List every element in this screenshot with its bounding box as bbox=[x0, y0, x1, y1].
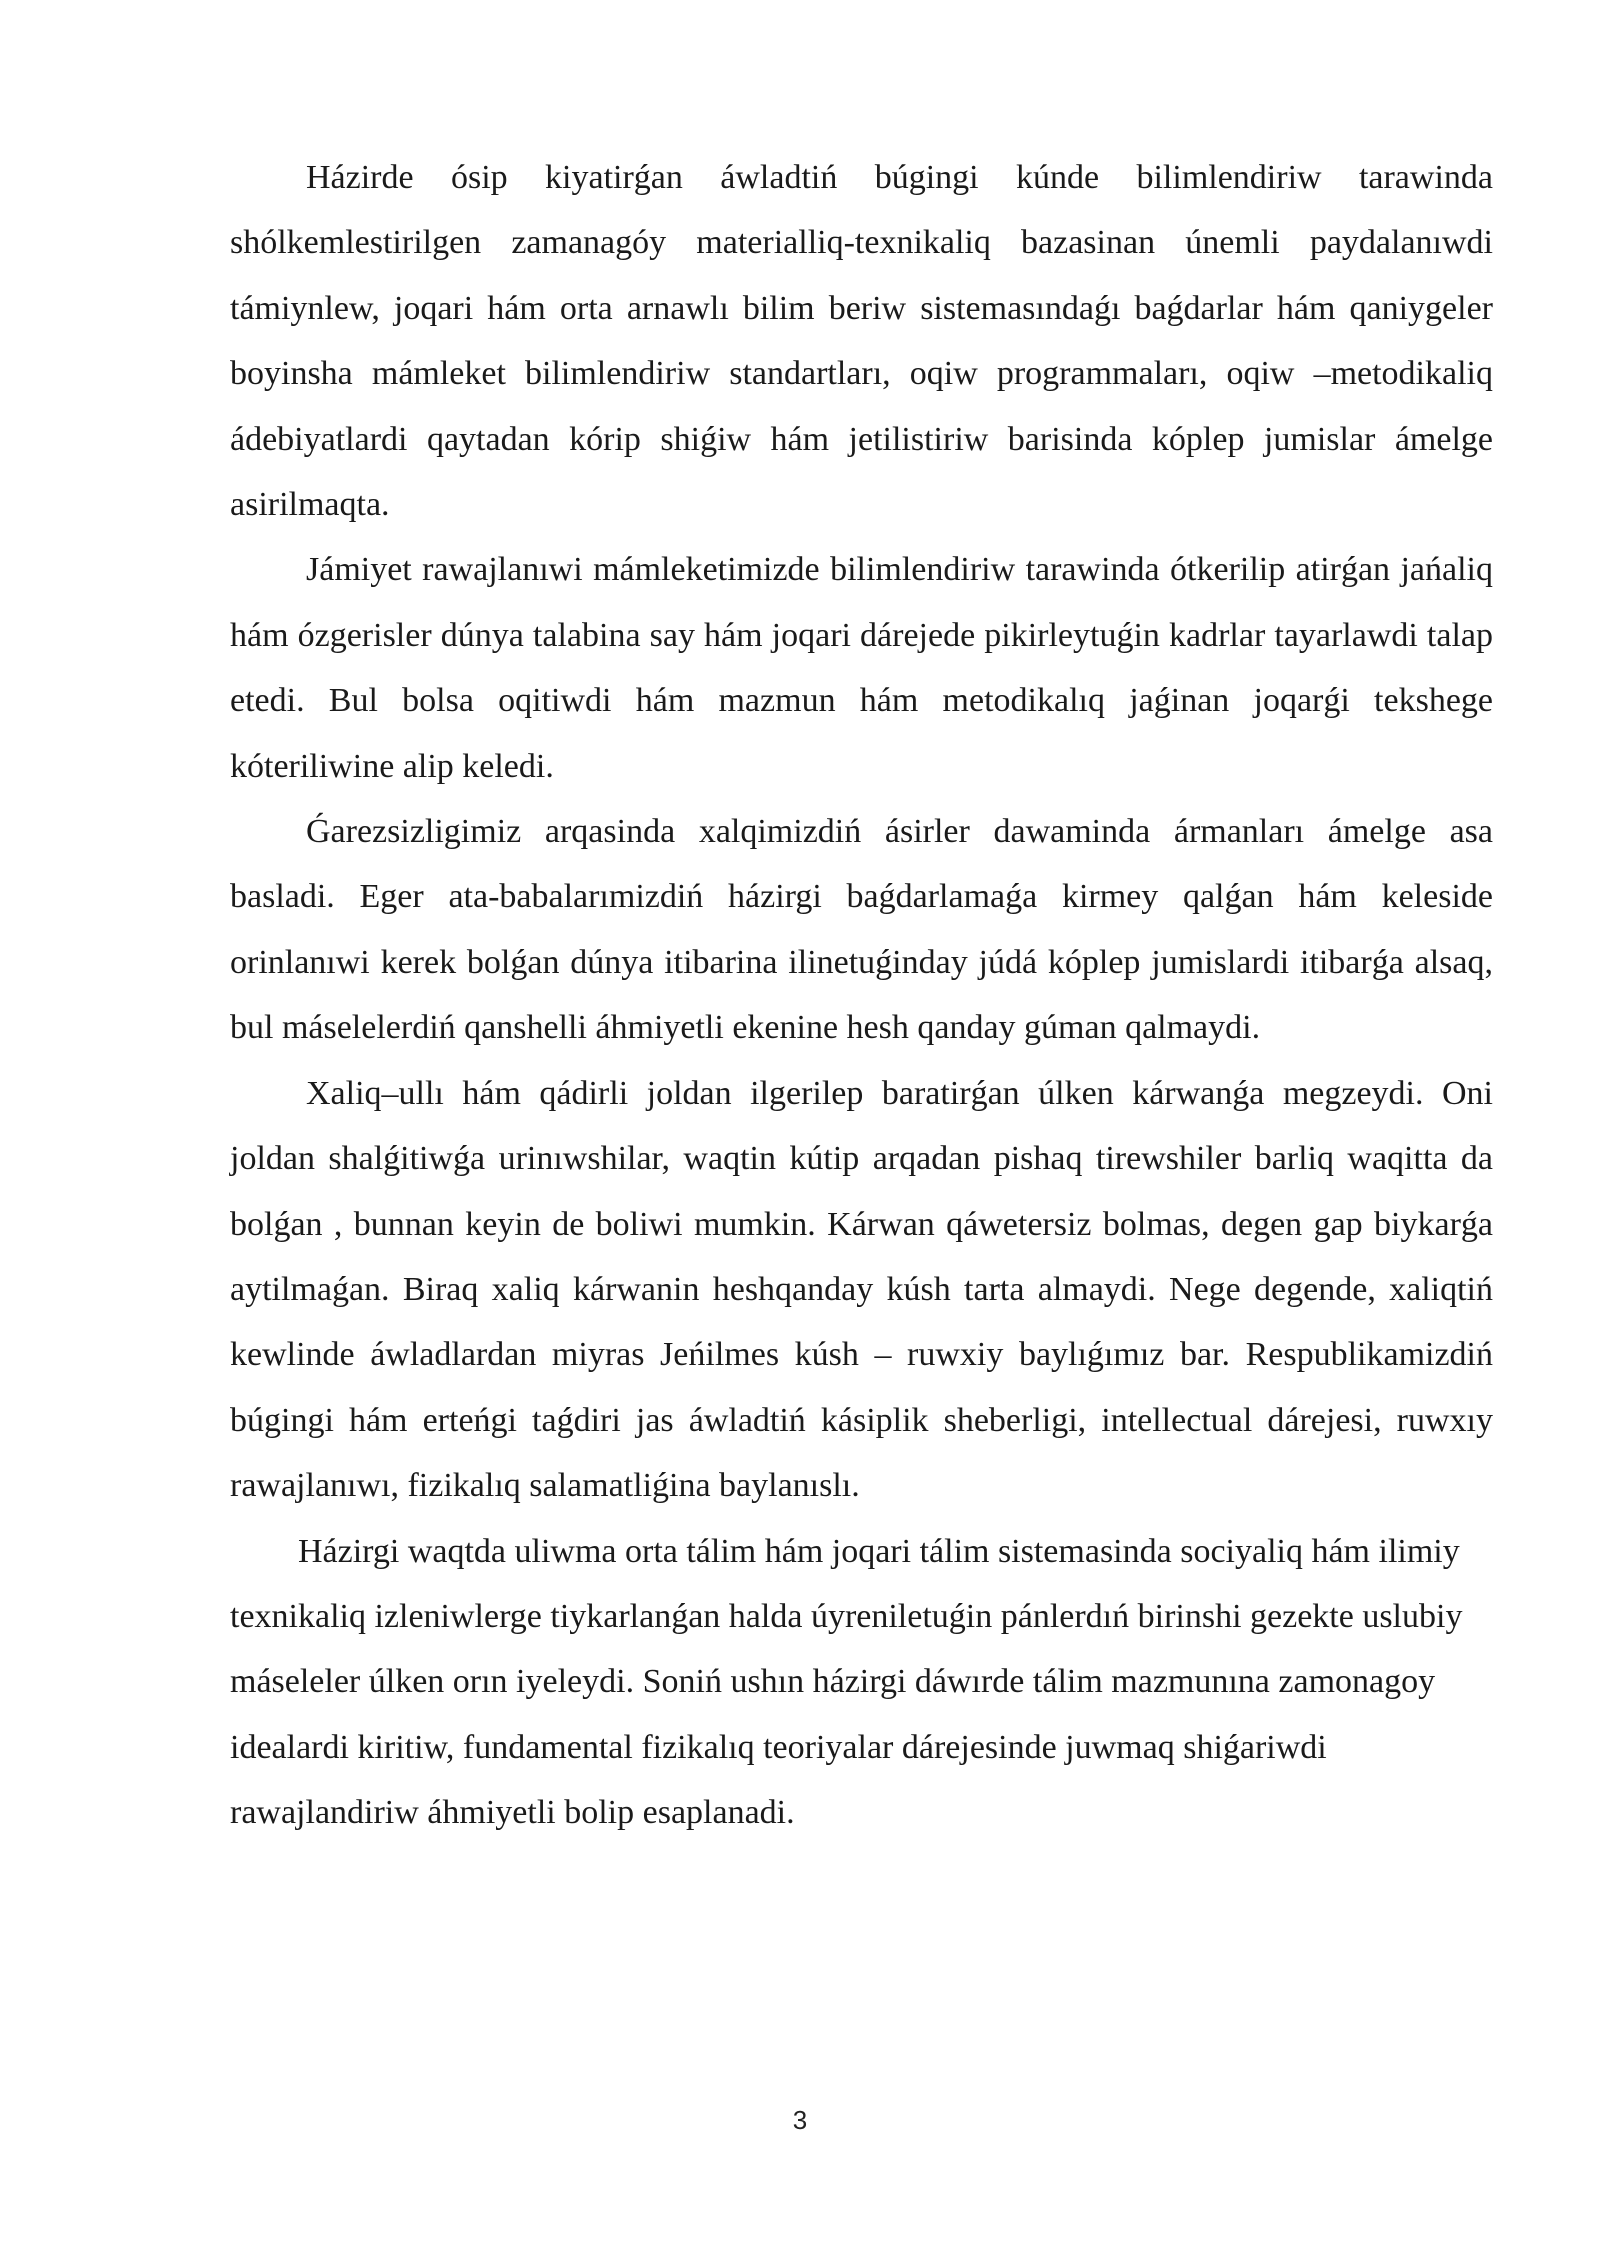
page-number: 3 bbox=[792, 2105, 808, 2135]
paragraph-2: Jámiyet rawajlanıwi mámleketimizde bilimlendiriw tarawinda ótkerilip atirǵan jańaliq hám ózgerisler dúnya talabina say hám joqari dárejede pikirleytuǵin kadrlar tayarlawdi talap etedi. Bul bolsa oqitiwdi hám mazmun hám metodikalıq jaǵinan joqarǵi tekshege kóteriliwine alip keledi. bbox=[230, 551, 1493, 785]
paragraph-4: Xaliq–ullı hám qádirli joldan ilgerilep baratirǵan úlken kárwanǵa megzeydi. Oni joldan shalǵitiwǵa urinıwshilar, waqtin kútip arqadan pishaq tirewshiler barliq waqitta da bolǵan , bunnan keyin de boliwi mumkin. Kárwan qáwetersiz bolmas, degen gap biykarǵa aytilmaǵan. Biraq xaliq kárwanin heshqanday kúsh tarta almaydi. Nege degende, xaliqtiń kewlinde áwladlardan miyras Jeńilmes kúsh – ruwxiy baylıǵımız bar. Respublikamizdiń búgingi hám erteńgi taǵdiri jas áwladtiń kásiplik sheberligi, intellectual dárejesi, ruwxıy rawajlanıwı, fizikalıq salamatliǵina baylanıslı. bbox=[230, 1074, 1493, 1505]
document-body bbox=[230, 145, 1493, 1846]
paragraph-1: Házirde ósip kiyatirǵan áwladtiń búgingi kúnde bilimlendiriw tarawinda shólkemlestirilgen zamanagóy materialliq-texnikaliq bazasinan únemli paydalanıwdi támiynlew, joqari hám orta arnawlı bilim beriw sistemasındaǵı baǵdarlar hám qaniygeler boyinsha mámleket bilimlendiriw standartları, oqiw programmaları, oqiw –metodikaliq ádebiyatlardi qaytadan kórip shiǵiw hám jetilistiriw barisinda kóplep jumislar ámelge asirilmaqta. bbox=[230, 159, 1493, 524]
paragraph-3: Ǵarezsizligimiz arqasinda xalqimizdiń ásirler dawaminda ármanları ámelge asa basladi. Eger ata-babalarımizdiń házirgi baǵdarlamaǵa kirmey qalǵan hám keleside orinlanıwi kerek bolǵan dúnya itibarina ilinetuǵinday júdá kóplep jumislardi itibarǵa alsaq, bul máselelerdiń qanshelli áhmiyetli ekenine hesh qanday gúman qalmaydi. bbox=[230, 813, 1493, 1047]
paragraph-5: Házirgi waqtda uliwma orta tálim hám joqari tálim sistemasinda sociyaliq hám ilimiy texnikaliq izleniwlerge tiykarlanǵan halda úyreniletuǵin pánlerdıń birinshi gezekte uslubiy máseleler úlken orın iyeleydi. Soniń ushın házirgi dáwırde tálim mazmunına zamonagoy idealardi kiritiw, fundamental fizikalıq teoriyalar dárejesinde juwmaq shiǵariwdi rawajlandiriw áhmiyetli bolip esaplanadi. bbox=[230, 1532, 1463, 1832]
